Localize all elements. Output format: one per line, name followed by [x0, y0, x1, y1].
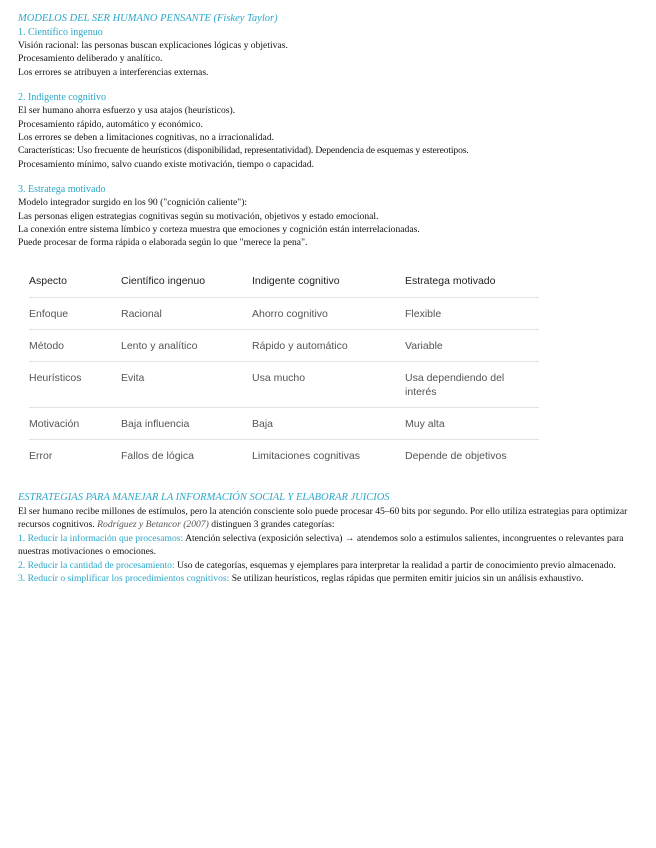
- table-cell: Motivación: [29, 407, 121, 439]
- strategy-item: [18, 532, 628, 559]
- paragraph-line: Características: Uso frecuente de heurísticos (disponibilidad, representatividad). Dependencia de esquemas y estereotipos.: [18, 145, 469, 157]
- table-cell: Fallos de lógica: [121, 449, 194, 462]
- table-cell: Evita: [121, 361, 252, 407]
- paragraph-line: Visión racional: las personas buscan explicaciones lógicas y objetivas.: [18, 40, 288, 51]
- table-cell: Heurísticos: [29, 361, 121, 407]
- intro-text: El ser humano recibe millones de estímulos, pero la atención consciente solo puede procesar 45–60 bits por segundo. Por ello utiliza estrategias para optimizar recursos cognitivos.: [18, 505, 628, 531]
- strategy-item: [18, 572, 628, 585]
- paragraph-line: Puede procesar de forma rápida o elaborada según lo que "merece la pena".: [18, 237, 308, 249]
- table-cell: Flexible: [405, 297, 539, 329]
- table-cell: Racional: [121, 297, 252, 329]
- paragraph-line: El ser humano ahorra esfuerzo y usa atajos (heurísticos).: [18, 105, 236, 117]
- section-heading: 1. Científico ingenuo: [18, 27, 103, 38]
- paragraph-line: Procesamiento rápido, automático y económico.: [18, 118, 203, 130]
- strategies-section: [18, 491, 628, 585]
- table-cell: Depende de objetivos: [405, 449, 507, 462]
- table-cell: Rápido y automático: [252, 329, 405, 361]
- table-row: [29, 439, 539, 471]
- strategy-text: Se utilizan heurísticos, reglas rápidas que permiten emitir juicios sin un análisis exhaustivo.: [231, 572, 584, 584]
- table-header-cell: Indigente cognitivo: [252, 262, 405, 298]
- table-row: [29, 329, 539, 361]
- table-header-cell: Científico ingenuo: [121, 262, 252, 298]
- table-row: [29, 297, 539, 329]
- document-page: [18, 12, 628, 585]
- citation: Rodríguez y Betancor (2007): [97, 519, 209, 531]
- strategies-intro: [18, 505, 628, 532]
- table-row: [29, 361, 539, 407]
- document-title: MODELOS DEL SER HUMANO PENSANTE (Fiskey Taylor): [18, 13, 278, 24]
- table-cell: Limitaciones cognitivas: [252, 449, 360, 462]
- strategy-item: [18, 559, 628, 572]
- table-cell: Error: [29, 449, 53, 462]
- strategies-title: ESTRATEGIAS PARA MANEJAR LA INFORMACIÓN SOCIAL Y ELABORAR JUICIOS: [18, 491, 390, 503]
- paragraph-line: Modelo integrador surgido en los 90 ("cognición caliente"):: [18, 197, 248, 209]
- table-header-row: [29, 262, 539, 298]
- table-cell: Muy alta: [405, 407, 539, 439]
- table-cell: Lento y analítico: [121, 329, 252, 361]
- table-row: [29, 407, 539, 439]
- table-cell: Ahorro cognitivo: [252, 297, 405, 329]
- paragraph-line: Los errores se deben a limitaciones cognitivas, no a irracionalidad.: [18, 132, 275, 144]
- table-header-cell: Estratega motivado: [405, 262, 539, 298]
- section-heading: 2. Indigente cognitivo: [18, 92, 107, 104]
- strategy-label: 1. Reducir la información que procesamos:: [18, 532, 184, 544]
- section-heading: 3. Estratega motivado: [18, 184, 106, 196]
- table-cell: Usa dependiendo del interés: [405, 361, 539, 407]
- strategy-label: 2. Reducir la cantidad de procesamiento:: [18, 559, 175, 571]
- strategy-text: Uso de categorías, esquemas y ejemplares para interpretar la realidad a partir de conocimiento previo almacenado.: [177, 559, 616, 571]
- table-header-cell: Aspecto: [29, 262, 121, 298]
- paragraph-line: Procesamiento deliberado y analítico.: [18, 53, 163, 65]
- table-cell: Baja influencia: [121, 407, 252, 439]
- paragraph-line: Procesamiento mínimo, salvo cuando existe motivación, tiempo o capacidad.: [18, 158, 314, 170]
- paragraph-line: La conexión entre sistema límbico y corteza muestra que emociones y cognición están interrelacionadas.: [18, 224, 420, 236]
- table-cell: Baja: [252, 407, 405, 439]
- intro-text: distinguen 3 grandes categorías:: [211, 519, 335, 531]
- table-cell: Enfoque: [29, 297, 121, 329]
- paragraph-line: Los errores se atribuyen a interferencias externas.: [18, 66, 209, 78]
- comparison-table: [29, 262, 539, 471]
- strategy-text: Atención selectiva (exposición selectiva) → atendemos solo a estímulos salientes, incongruentes o relevantes para nuestras motivaciones o emociones.: [18, 532, 624, 558]
- strategy-label: 3. Reducir o simplificar los procedimientos cognitivos:: [18, 572, 230, 584]
- table-cell: Variable: [405, 329, 539, 361]
- paragraph-line: Las personas eligen estrategias cognitivas según su motivación, objetivos y estado emocional.: [18, 210, 379, 222]
- table-cell: Método: [29, 329, 121, 361]
- table-cell: Usa mucho: [252, 361, 405, 407]
